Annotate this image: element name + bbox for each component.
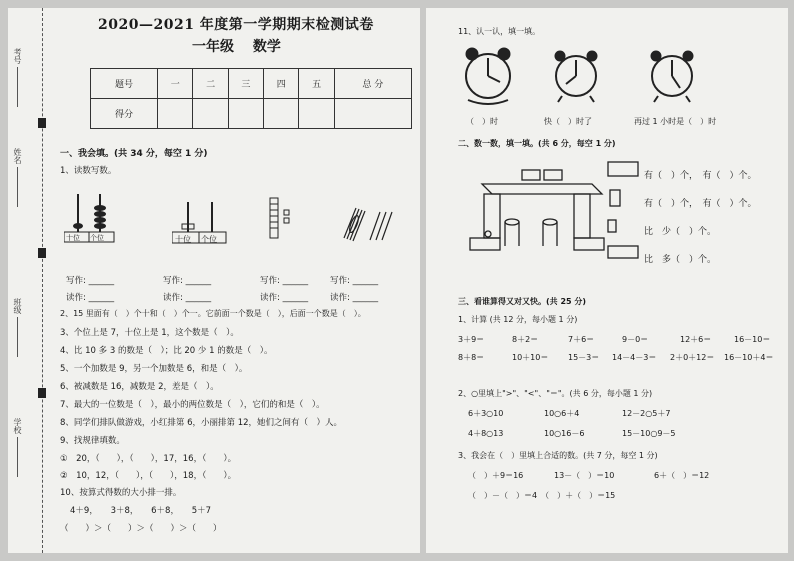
question-5: 5、一个加数是 9，另一个加数是 6，和是（ ）。	[60, 364, 248, 374]
fill-item: （ ）＋9＝16	[468, 471, 524, 480]
question-3: 3、个位上是 7，十位上是 1，这个数是（ ）。	[60, 328, 239, 338]
score-cell[interactable]	[193, 99, 228, 129]
binding-id-label: 考号	[12, 48, 23, 107]
abacus-2-ones-label: 个位	[201, 235, 217, 244]
calc-item: 3＋9＝	[458, 335, 485, 344]
score-header-row: 题号 一 二 三 四 五 总 分	[91, 69, 412, 99]
clock-2-label: 快（ ）时了	[544, 117, 592, 126]
calc-item: 8＋8＝	[458, 353, 485, 362]
score-cell[interactable]	[228, 99, 263, 129]
count-row-1: 有（ ）个， 有（ ）个。	[644, 171, 757, 181]
write-label-3: 写作: ______	[260, 276, 309, 286]
abacus-1-ones-label: 个位	[90, 234, 104, 242]
abacus-2-tens-label: 十位	[175, 235, 191, 244]
question-11: 11、认一认，填一填。	[458, 27, 541, 36]
calc-item: 9－0＝	[622, 335, 649, 344]
question-10-order: （ ）＞（ ）＞（ ）＞（ ）	[60, 524, 222, 534]
read-label-3: 读作: ______	[260, 293, 309, 303]
read-label-4: 读作: ______	[330, 293, 379, 303]
binding-class-label: 班级	[12, 298, 23, 357]
question-9a: ① 20，（ ），（ ），17，16，（ ）。	[60, 454, 237, 464]
question-10: 10、按算式得数的大小排一排。	[60, 488, 182, 498]
read-label-1: 读作: ______	[66, 293, 115, 303]
score-cell[interactable]	[299, 99, 334, 129]
binding-margin	[8, 8, 52, 553]
count-row-3: 比 少（ ）个。	[644, 227, 717, 237]
binding-mark	[38, 248, 46, 258]
write-label-2: 写作: ______	[163, 276, 212, 286]
clock-1-label: （ ）时	[466, 117, 498, 126]
calc-item: 2＋0＋12＝	[670, 353, 715, 362]
clock-1	[466, 48, 510, 104]
calc-item: 12＋6＝	[680, 335, 712, 344]
clock-3	[651, 51, 693, 102]
fill-item: 13－（ ）＝10	[554, 471, 615, 480]
calc-item: 10＋10＝	[512, 353, 549, 362]
score-cell[interactable]	[158, 99, 193, 129]
score-value-row: 得分	[91, 99, 412, 129]
write-label-4: 写作: ______	[330, 276, 379, 286]
binding-school-label: 学校	[12, 418, 23, 477]
count-row-4: 比 多（ ）个。	[644, 255, 717, 265]
sticks-bundle-picture	[338, 204, 398, 244]
cuboid-icon	[608, 246, 638, 258]
count-row-2: 有（ ）个， 有（ ）个。	[644, 199, 757, 209]
binding-mark	[38, 118, 46, 128]
exam-title: 2020—2021 年度第一学期期末检测试卷	[98, 17, 374, 33]
score-cell[interactable]	[264, 99, 299, 129]
calc-item: 16－10＝	[734, 335, 771, 344]
question-2: 2、15 里面有（ ）个十和（ ）个一。它前面一个数是（ ），后面一个数是（ ）。	[60, 309, 366, 318]
compare-item: 4＋8○13	[468, 429, 504, 438]
read-label-2: 读作: ______	[163, 293, 212, 303]
question-9: 9、找规律填数。	[60, 436, 125, 446]
section-2-title: 二、数一数，填一填。(共 6 分，每空 1 分)	[458, 139, 616, 148]
binding-mark	[38, 388, 46, 398]
clock-2	[555, 51, 597, 102]
write-label-1: 写作: ______	[66, 276, 115, 286]
cylinder-icon	[610, 190, 620, 206]
question-8: 8、同学们排队做游戏，小红排第 6，小丽排第 12，她们之间有（ ）人。	[60, 418, 343, 428]
cuboid-icon	[608, 162, 638, 176]
shape-icons-column	[606, 158, 646, 262]
question-6: 6、被减数是 16，减数是 2，差是（ ）。	[60, 382, 219, 392]
binding-line	[42, 8, 43, 553]
section-1-title: 一、我会填。(共 34 分，每空 1 分)	[60, 149, 208, 159]
cube-icon	[608, 220, 616, 232]
right-page	[426, 8, 788, 553]
clocks-picture	[458, 42, 778, 110]
compare-item: 15－10○9－5	[622, 429, 676, 438]
calc-item: 7＋6＝	[568, 335, 595, 344]
question-10-items: 4＋9， 3＋8， 6＋8， 5＋7	[70, 506, 212, 516]
abacus-1-tens-label: 十位	[66, 234, 80, 242]
compare-item: 10○6＋4	[544, 409, 580, 418]
score-table	[90, 68, 412, 129]
calc-item: 15－3＝	[568, 353, 600, 362]
fill-item: 6＋（ ）＝12	[654, 471, 710, 480]
score-cell[interactable]	[334, 99, 411, 129]
binding-name-label: 姓名	[12, 148, 23, 207]
calc-item: 8＋2＝	[512, 335, 539, 344]
left-page	[8, 8, 420, 553]
calc-title: 1、计算 (共 12 分，每小题 1 分)	[458, 315, 578, 324]
fill-title: 3、我会在（ ）里填上合适的数。(共 7 分，每空 1 分)	[458, 451, 658, 460]
compare-item: 6＋3○10	[468, 409, 504, 418]
calc-item: 14－4－3＝	[612, 353, 657, 362]
question-4: 4、比 10 多 3 的数是（ ）；比 20 少 1 的数是（ ）。	[60, 346, 273, 356]
building-blocks-picture	[462, 166, 612, 256]
compare-item: 12－2○5＋7	[622, 409, 671, 418]
compare-title: 2、○里填上">"、"<"、"＝"。(共 6 分，每小题 1 分)	[458, 389, 653, 398]
exam-subtitle: 一年级 数学	[192, 39, 281, 55]
compare-item: 10○16－6	[544, 429, 585, 438]
calc-item: 16－10＋4＝	[724, 353, 774, 362]
clock-3-label: 再过 1 小时是（ ）时	[634, 117, 717, 126]
question-1: 1、读数写数。	[60, 166, 117, 176]
question-9b: ② 10，12，（ ），（ ），18，（ ）。	[60, 471, 237, 481]
section-3-title: 三、看谁算得又对又快。(共 25 分)	[458, 297, 587, 306]
fill-item: （ ）－（ ）＝4 （ ）＋（ ）＝15	[468, 491, 616, 500]
question-7: 7、最大的一位数是（ ），最小的两位数是（ ），它们的和是（ ）。	[60, 400, 325, 410]
cube-stick-picture	[266, 196, 296, 242]
